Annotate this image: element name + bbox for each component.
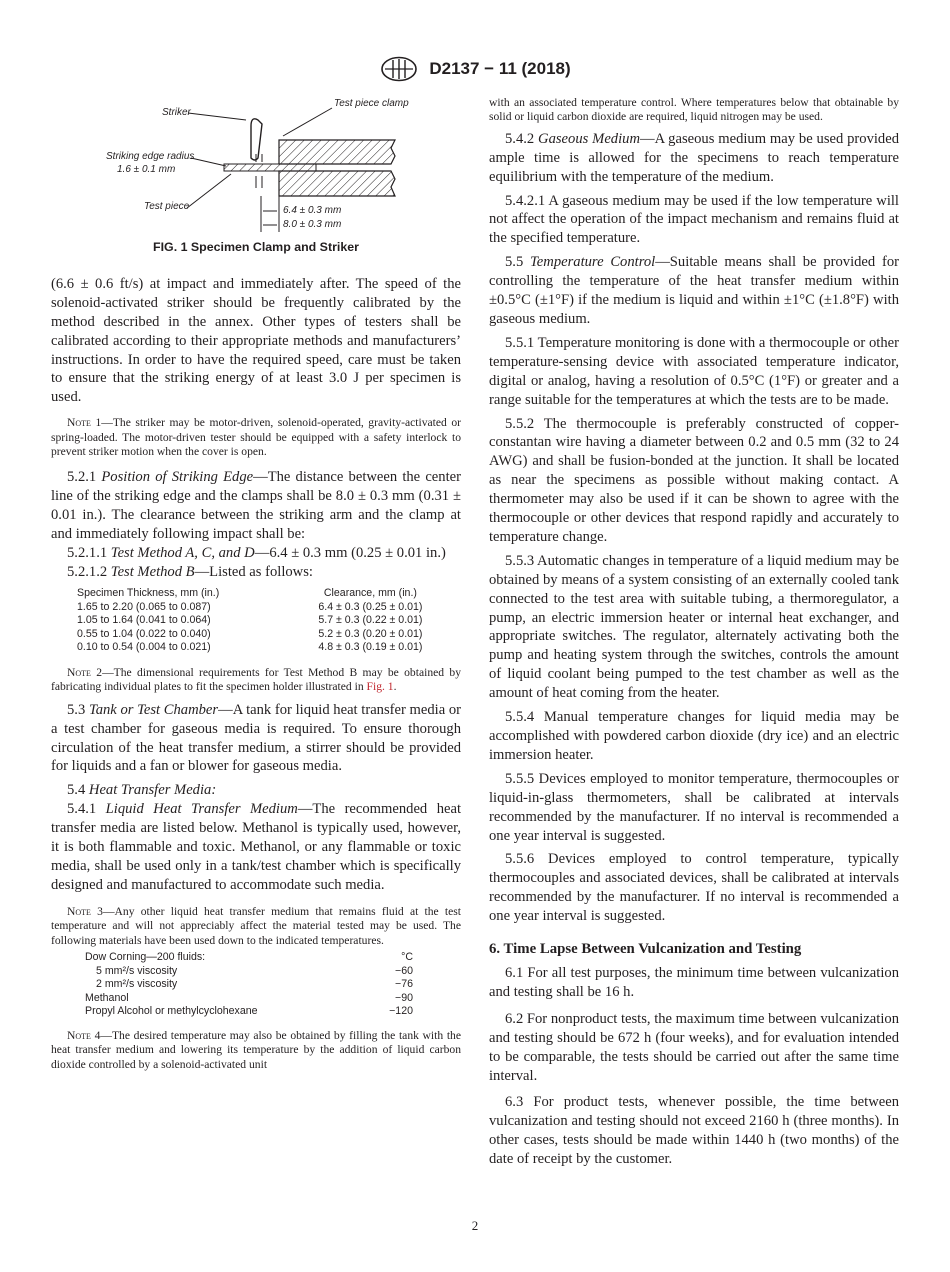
table-row: 0.10 to 0.54 (0.004 to 0.021) 4.8 ± 0.3 (0.19 ± 0.01): [77, 641, 423, 654]
label-radius: Striking edge radius: [106, 151, 195, 162]
paragraph-speed: (6.6 ± 0.6 ft/s) at impact and immediately after. The speed of the solenoid-activated striker should be frequently calibrated by the method described in the annex. Other types of testers shall be calibrated according to their appropriate methods and manufacturers’ instructions. In order to have the required speed, care must be taken to ensure that the striking energy of at least 3.0 J per specimen is used.: [51, 275, 461, 406]
page-number: 2: [471, 1218, 479, 1233]
note-4: Note 4—The desired temperature may also be obtained by filling the tank with the heat transfer medium and lowering its temperature by the addition of liquid carbon dioxide controlled by a solenoid-activated unit: [51, 1028, 461, 1071]
left-column: [51, 96, 461, 1072]
specimen-clamp-diagram: [51, 96, 461, 236]
test-piece: [224, 164, 316, 171]
table-row: Methanol −90: [85, 991, 413, 1004]
section-5-5-1: 5.5.1 Temperature monitoring is done with a thermocouple or other temperature-sensing device with associated temperature indicator, digital or analog, having a resolution of 0.5°C (1°F) or greater and a range suitable for the temperatures at which the tests are to be made.: [489, 334, 899, 408]
section-5-2-1: 5.2.1 Position of Striking Edge—The distance between the center line of the striking edge and the clamps shall be 8.0 ± 0.3 mm (0.31 ± 0.01 in.). The clearance between the striking arm and the clamp at and immediately following impact shall be:: [51, 469, 461, 543]
label-striker: Striker: [162, 107, 191, 118]
section-5-5: 5.5 Temperature Control—Suitable means shall be provided for controlling the temperature of the heat transfer medium within ±0.5°C (±1°F) if the medium is liquid and within ±1°C (±1.8°F) with gaseous medium.: [489, 254, 899, 327]
section-5-2-1-2: 5.2.1.2 Test Method B—Listed as follows:: [67, 564, 313, 580]
note-3: Note 3—Any other liquid heat transfer medium that remains fluid at the test temperature and will not appreciably affect the material tested may be used. The following materials have been used down to the indicated temperatures.: [51, 904, 461, 947]
section-6-3: 6.3 For product tests, whenever possible, the time between vulcanization and testing should not exceed 2160 h (three months). In other cases, tests should be made within 1440 h (two months) of the date of receipt by the customer.: [489, 1094, 899, 1168]
section-5-4-2: 5.4.2 Gaseous Medium—A gaseous medium may be used provided ample time is allowed for the specimens to reach temperature equilibrium with the temperature of the medium.: [489, 130, 899, 185]
document-designation: D2137 − 11 (2018): [429, 59, 571, 78]
section-6-2: 6.2 For nonproduct tests, the maximum time between vulcanization and testing should be 672 h (four weeks), and for evaluation intended to be comparable, the tests should be carried out after the same time interval.: [489, 1010, 899, 1084]
section-5-3: 5.3 Tank or Test Chamber—A tank for liquid heat transfer media or a test chamber for gaseous media is required. To ensure thorough circulation of the heat transfer medium, a stirrer should be provided for liquids and a fan or blower for gaseous media.: [51, 701, 462, 775]
section-6-heading: 6. Time Lapse Between Vulcanization and Testing: [489, 941, 802, 958]
fig-1-link[interactable]: Fig. 1: [366, 680, 394, 694]
clamp-lower: [279, 171, 395, 196]
astm-logo-icon: [379, 56, 419, 82]
table-row: 0.55 to 1.04 (0.022 to 0.040) 5.2 ± 0.3 (0.20 ± 0.01): [77, 627, 423, 640]
table-row: 1.05 to 1.64 (0.041 to 0.064) 5.7 ± 0.3 (0.22 ± 0.01): [77, 614, 423, 627]
table-header-row: Specimen Thickness, mm (in.) Clearance, mm (in.): [77, 586, 417, 599]
section-5-5-2: 5.5.2 The thermocouple is preferably constructed of copper-constantan wire having a diameter between 0.2 and 0.5 mm (32 to 24 AWG) and shall be fusion-bonded at the junction. It shall be located as near the specimens as possible without making contact. A thermometer may also be used if it can be shown to agree with the thermocouple or other devices that respond rapidly and accurately to temperature change.: [489, 415, 899, 545]
section-5-4: 5.4 Heat Transfer Media:: [67, 782, 217, 799]
table-row: Dow Corning—200 fluids: °C: [85, 950, 413, 963]
section-5-5-5: 5.5.5 Devices employed to monitor temperature, thermocouples or liquid-in-glass thermometers, shall be calibrated at intervals recommended by the manufacturer. If no interval is recommended a one year interval is suggested.: [489, 770, 899, 844]
page-header: [0, 56, 950, 82]
label-dim-2: 8.0 ± 0.3 mm: [283, 219, 342, 230]
table-row: 5 mm²/s viscosity −60: [96, 964, 413, 977]
table-row: 2 mm²/s viscosity −76: [96, 978, 413, 991]
figure-1: [51, 96, 461, 236]
figure-caption: FIG. 1 Specimen Clamp and Striker: [153, 240, 359, 254]
label-dim-1: 6.4 ± 0.3 mm: [283, 205, 342, 216]
section-5-2-1-1: 5.2.1.1 Test Method A, C, and D—6.4 ± 0.3 mm (0.25 ± 0.01 in.): [67, 545, 446, 562]
clearance-table: [77, 587, 449, 655]
clamp-upper: [279, 140, 395, 164]
note-2: Note 2—The dimensional requirements for Test Method B may be obtained by fabricating individual plates to fit the specimen holder illustrated in Fig. 1.: [51, 665, 461, 694]
section-5-5-4: 5.5.4 Manual temperature changes for liquid media may be accomplished with powdered carbon dioxide (dry ice) and an electric immersion heater.: [489, 709, 899, 763]
label-test-piece: Test piece: [144, 201, 190, 212]
right-column: [489, 96, 899, 1169]
section-5-5-3: 5.5.3 Automatic changes in temperature of a liquid medium may be obtained by means of a system consisting of an externally cooled tank connected to the test area with suitable tubing, a thermoregulator, a pump, an electric immersion heater or internal heat exchanger, and appropriate switches. The regulator, alternately activating both the pump and heating system through the switches, controls the amount of liquid coolant being pumped to the test chamber as well as the amount of heat coming from the heater.: [489, 552, 899, 702]
label-radius-value: 1.6 ± 0.1 mm: [117, 164, 176, 175]
section-6-1: 6.1 For all test purposes, the minimum time between vulcanization and testing shall be 16 h.: [489, 964, 899, 1000]
media-table: [85, 951, 425, 1019]
label-clamp: Test piece clamp: [334, 98, 409, 109]
table-row: 1.65 to 2.20 (0.065 to 0.087) 6.4 ± 0.3 (0.25 ± 0.01): [77, 600, 423, 613]
section-5-5-6: 5.5.6 Devices employed to control temperature, typically thermocouples and associated devices, shall be calibrated at intervals recommended by the manufacturer. If no interval is recommended a one year interval is suggested.: [489, 851, 899, 925]
section-5-4-1: 5.4.1 Liquid Heat Transfer Medium—The recommended heat transfer media are listed below. Methanol is typically used, however, it is both flammable and toxic. Methanol, or any flammable or toxic media, shall be used only in a tank/test chamber which is specifically designed and manufactured to accommodate such media.: [51, 801, 461, 893]
table-row: Propyl Alcohol or methylcyclohexane −120: [85, 1005, 413, 1018]
note-4-continued: with an associated temperature control. Where temperatures below that obtainable by solid or liquid carbon dioxide are required, liquid nitrogen may be used.: [489, 96, 899, 124]
note-1: Note 1—The striker may be motor-driven, solenoid-operated, gravity-activated or spring-loaded. The motor-driven tester should be equipped with a safety interlock to prevent striker motion when the cover is open.: [51, 416, 461, 459]
striker: [251, 119, 262, 160]
section-5-4-2-1: 5.4.2.1 A gaseous medium may be used if the low temperature will not affect the operation of the impact mechanism and remains fluid at the specified temperature.: [489, 192, 899, 247]
